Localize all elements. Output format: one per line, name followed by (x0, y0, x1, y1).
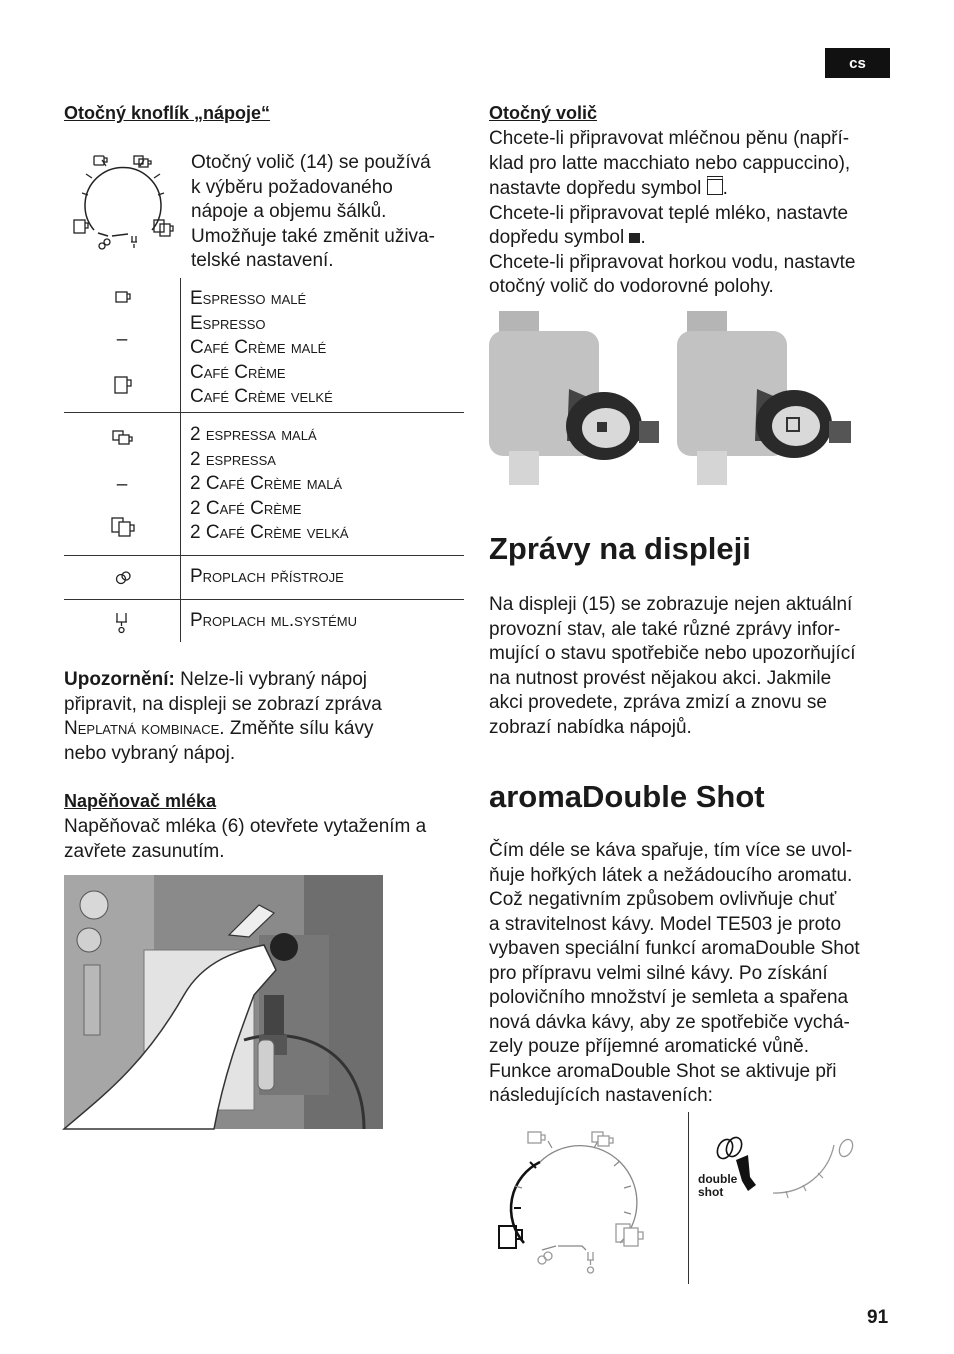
selector-heading: Otočný volič (489, 103, 598, 123)
range-dash: – (116, 474, 128, 495)
milk-system-icon (115, 611, 129, 635)
table-row-milk-rinse: Proplach ml.systému (190, 610, 357, 631)
knob-heading: Otočný knoflík „nápoje“ (64, 103, 271, 123)
table-group-double: 2 espressa malá 2 espressa 2 Café Crème malá 2 Café Crème 2 Café Crème velká (190, 424, 349, 543)
note-paragraph: Upozornění: Nelze-li vybraný nápoj připravit, na displeji se zobrazí zpráva Neplatná kombinace. Změňte sílu kávy nebo vybraný nápoj. (64, 669, 382, 764)
two-small-cups-icon (111, 429, 137, 447)
table-row-rinse: Proplach přístroje (190, 566, 344, 587)
table-row-border (64, 599, 464, 600)
illustration-divider (688, 1112, 689, 1284)
two-large-cups-icon (110, 516, 138, 540)
aroma-dial-illustration (494, 1128, 659, 1280)
aroma-double-shot-text: Čím déle se káva spařuje, tím více se uvol- ňuje hořkých látek a nežádoucího aromatu. Což negativním způsobem ovlivňuje chuť a stravitelnost kávy. Model TE503 je proto vybaven speciální funkcí aromaDouble Shot pro přípravu velmi silné kávy. Po získání polovičního množství je semleta a spařena nová dávka kávy, aby ze spotřebiče vychá- zely pouze příjemné aromatické vůně. Funkce aromaDouble Shot se aktivuje při následujících nastaveních: (489, 840, 860, 1106)
frother-heading: Napěňovač mléka (64, 791, 217, 811)
display-messages-text: Na displeji (15) se zobrazuje nejen aktuální provozní stav, ale také různé zprávy infor- mující o stavu spotřebiče nebo upozorňující na nutnost provést nějakou akci. Jakmile akci provedete, zpráva zmizí a znovu se zobrazí nabídka nápojů. (489, 594, 856, 738)
milk-cup-icon (629, 233, 640, 243)
small-cup-icon (114, 290, 134, 306)
milk-frother-photo (64, 875, 383, 1129)
knob-intro: Otočný volič (14) se používá k výběru požadovaného nápoje a objemu šálků. Umožňuje také změnit uživa- telské nastavení. (191, 152, 435, 271)
knob-dial-illustration (68, 150, 183, 260)
language-badge: cs (825, 48, 890, 78)
page-number: 91 (867, 1307, 889, 1328)
foam-cup-icon (707, 176, 723, 195)
selector-text: Chcete-li připravovat mléčnou pěnu (napří- klad pro latte macchiato nebo cappuccino), nastavte dopředu symbol . Chcete-li připravovat teplé mléko, nastavte dopředu symbol . Chcete-li připravovat horkou vodu, nastavte otočný volič do vodorovné polohy. (489, 128, 856, 297)
aroma-double-shot-title: aromaDouble Shot (489, 779, 765, 814)
display-messages-title: Zprávy na displeji (489, 531, 751, 566)
table-group-single: Espresso malé Espresso Café Crème malé Café Crème Café Crème velké (190, 288, 333, 407)
table-row-border (64, 555, 464, 556)
selector-photo-left (489, 311, 664, 485)
double-shot-label: double shot (698, 1172, 738, 1199)
large-cup-icon (113, 375, 135, 397)
rinse-drops-icon (113, 569, 133, 587)
selector-photo-right (677, 311, 855, 485)
range-dash: – (116, 329, 128, 350)
table-row-border (64, 412, 464, 413)
frother-text: Napěňovač mléka (6) otevřete vytažením a zavřete zasunutím. (64, 816, 427, 862)
table-divider (180, 278, 181, 642)
